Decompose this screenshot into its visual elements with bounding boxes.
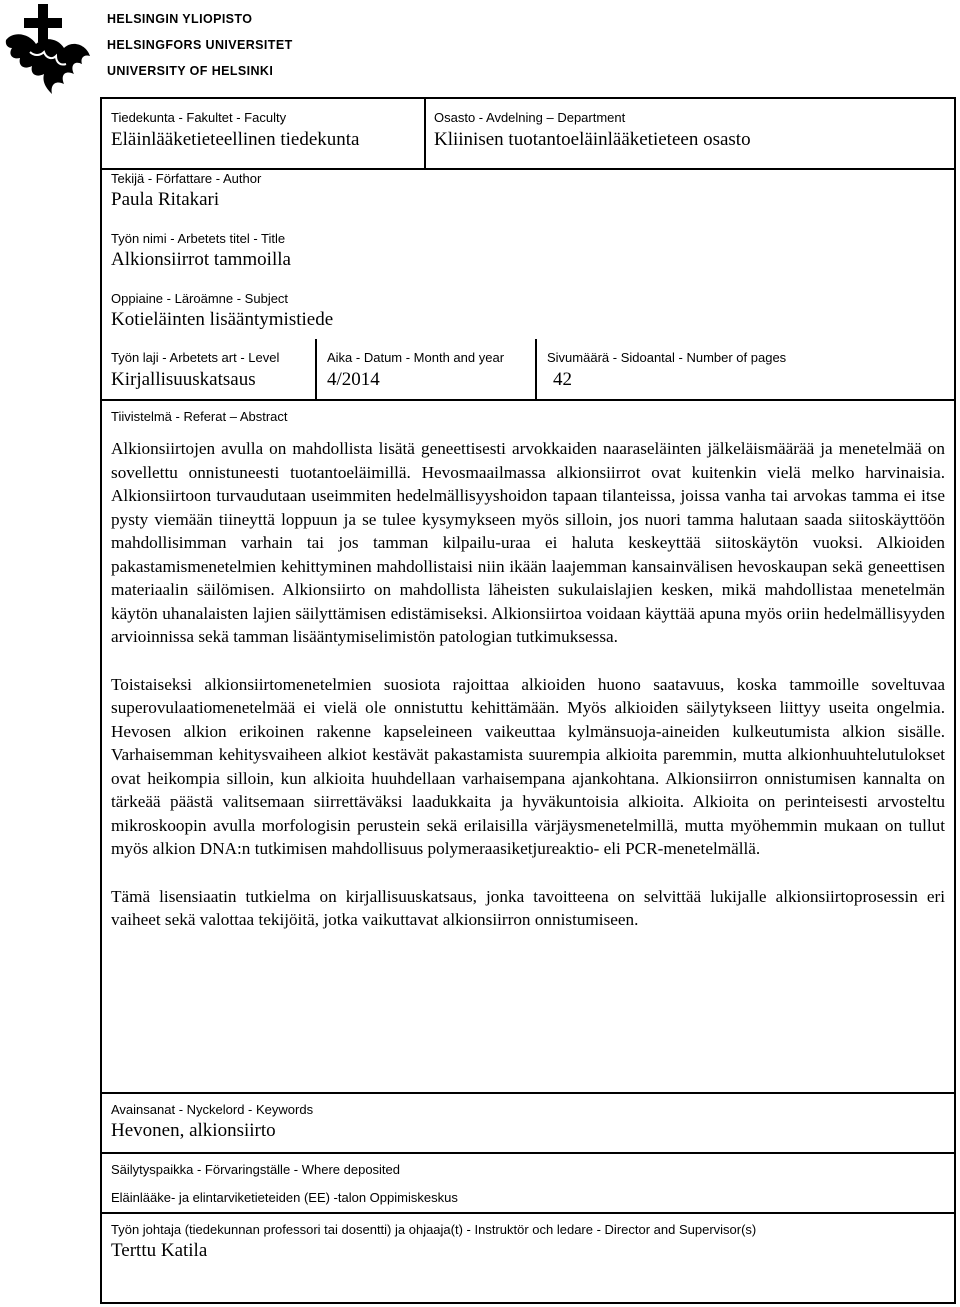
flame-emblem-icon [0,0,100,95]
logo-text-swedish: HELSINGFORS UNIVERSITET [107,38,293,52]
abstract-paragraph-1: Alkionsiirtojen avulla on mahdollista lisätä geneettisesti arvokkaiden naaraseläinten jälkeläismäärää ja menetelmää on sovellettu onnistuneesti tuotantoeläimillä. Hevosmaailmassa alkionsiirrot ovat kuitenkin vielä melko harvinaisia. Alkionsiirtoon turvaudutaan useimmiten hedelmällisyyshoidon tapaan tilanteissa, joissa vanha tai arvokas tamma ei itse pysty viemään tiineyttä loppuun ja se tulee kysymykseen myös silloin, jos nuori tamma halutaan saada siitoskäyttöön mahdollisimman varhain tai jos tamman kilpailu-uraa ei haluta keskeyttää siitoskäytön vuoksi. Alkioiden pakastamismenetelmien kehittyminen mahdollistaisi niin ikään laajemman kansainvälisen hevoskaupan sekä geneettisen materiaalin säilömisen. Alkionsiirto on mahdollista läheisten sukulaislajien kesken, mikä mahdollistaa menetelmän käytön uhanalaisten lajien säilyttämisen edistämiseksi. Alkionsiirtoa voidaan käyttää apuna myös oriin hedelmällisyyden arvioinnissa sekä tamman lisääntymiselimistön patologian tutkimuksessa. [111,439,945,646]
date-field [327,350,504,391]
deposited-top-divider [102,1152,954,1154]
keywords-label: Avainsanat - Nyckelord - Keywords [111,1102,314,1117]
logo-text-finnish: HELSINGIN YLIOPISTO [107,12,253,26]
level-label: Työn laji - Arbetets art - Level [111,350,280,365]
row-divider [102,168,954,170]
author-label: Tekijä - Författare - Author [111,171,262,186]
supervisor-value: Terttu Katila [111,1240,208,1261]
department-field [434,110,751,151]
supervisor-label: Työn johtaja (tiedekunnan professori tai dosentti) ja ohjaaja(t) - Instruktör och ledare - Director and Supervisor(s) [111,1222,757,1237]
faculty-divider [424,99,426,170]
author-field [111,171,261,211]
abstract-paragraph-2: Toistaiseksi alkionsiirtomenetelmien suosiota rajoittaa alkioiden huono saatavuus, koska tammoille soveltuvaa superovulaatiomenetelmää ei vielä ole onnistuttu kehittämään. Myös alkioiden säilytykseen liittyy useita ongelmia. Hevosen alkion erikoinen rakenne kapseleineen vaikeuttaa kylmänsuoja-aineiden kulkeutumista alkion sisälle. Varhaisemman kehitysvaiheen alkiot kestävät pakastamista suurempia alkioita paremmin, mutta alkionhuuhtelutulokset ovat heikompia silloin, kun alkioita huuhdellaan varhaisempana ajankohtana. Alkionsiirron onnistumisen kannalta on tärkeää päästä valitsemaan siirrettäväksi laadukkaita ja hyväkuntoisia alkioita. Alkioita on perinteisesti arvosteltu mikroskoopin avulla morfologisin perustein sekä erilaisilla värjäysmenetelmillä, mutta myöhemmin mukaan on tullut myös alkion DNA:n tutkimisen mahdollisuus polymeraasiketjureaktio- eli PCR-menetelmällä. [111,674,945,858]
keywords-top-divider [102,1092,954,1094]
abstract-label: Tiivistelmä - Referat – Abstract [111,409,288,424]
deposited-label: Säilytyspaikka - Förvaringställe - Where deposited [111,1162,401,1177]
level-divider [315,339,317,399]
keywords-field [111,1102,313,1142]
pages-label: Sivumäärä - Sidoantal - Number of pages [547,350,787,365]
title-value: Alkionsiirrot tammoilla [111,249,291,270]
keywords-value: Hevonen, alkionsiirto [111,1120,276,1141]
subject-value: Kotieläinten lisääntymistiede [111,309,334,330]
subject-label: Oppiaine - Läroämne - Subject [111,291,289,306]
deposited-value: Eläinlääke- ja elintarviketieteiden (EE) -talon Oppimiskeskus [111,1190,458,1205]
abstract-paragraph-3: Tämä lisensiaatin tutkielma on kirjallisuuskatsaus, jonka tavoitteena on selvittää lukijalle alkionsiirtoprosessin eri vaiheet sekä valottaa tekijöitä, jotka vaikuttavat alkionsiirron onnistumiseen. [111,886,945,929]
abstract-top-divider [102,399,954,401]
title-label: Työn nimi - Arbetets titel - Title [111,231,286,246]
logo-text-english: UNIVERSITY OF HELSINKI [107,64,274,78]
pages-field [547,350,786,391]
date-label: Aika - Datum - Month and year [327,350,505,365]
deposited-field [111,1162,458,1205]
faculty-field [111,110,359,151]
university-logo [0,0,300,95]
date-divider [535,339,537,399]
faculty-label: Tiedekunta - Fakultet - Faculty [111,110,287,125]
supervisor-top-divider [102,1212,954,1214]
faculty-value: Eläinlääketieteellinen tiedekunta [111,129,360,150]
department-value: Kliinisen tuotantoeläinlääketieteen osasto [434,129,751,150]
date-value: 4/2014 [327,369,380,390]
department-label: Osasto - Avdelning – Department [434,110,626,125]
level-field [111,350,279,391]
level-value: Kirjallisuuskatsaus [111,369,256,390]
abstract-form [100,97,956,1304]
author-value: Paula Ritakari [111,189,220,210]
pages-value: 42 [553,369,572,390]
subject-field [111,291,333,331]
abstract-label-wrap [111,409,288,424]
supervisor-field [111,1222,756,1262]
title-field [111,231,291,271]
abstract-body [111,435,945,956]
